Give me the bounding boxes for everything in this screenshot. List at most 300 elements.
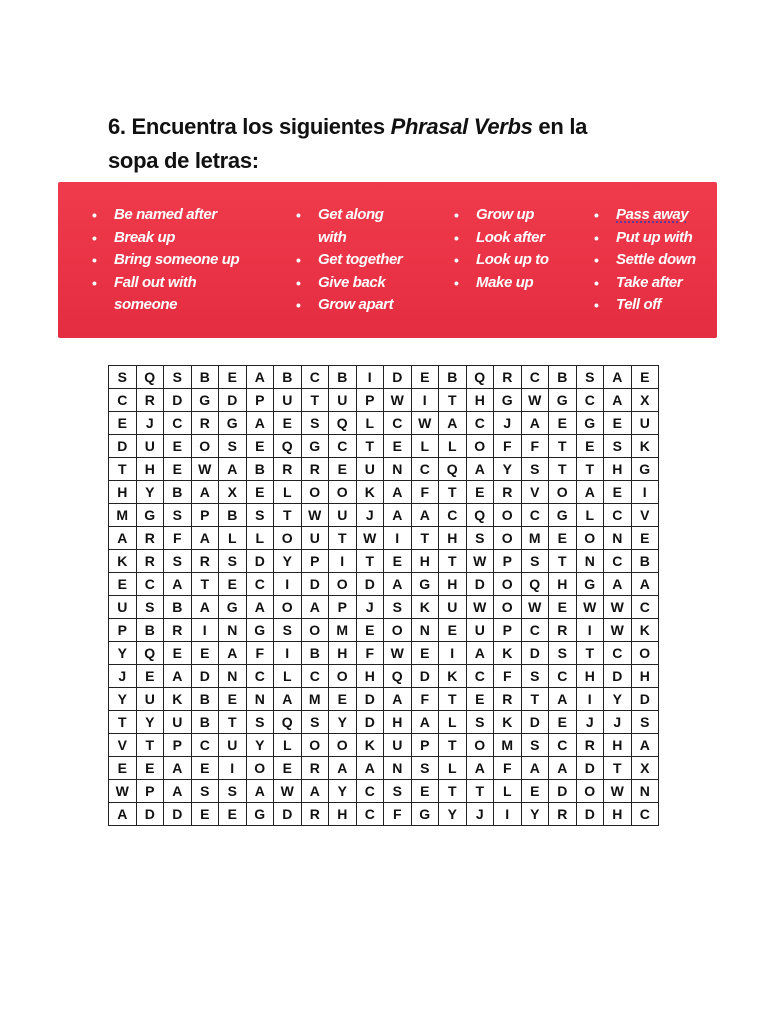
- grid-cell[interactable]: S: [411, 757, 439, 780]
- grid-cell[interactable]: A: [164, 665, 192, 688]
- grid-cell[interactable]: A: [549, 688, 577, 711]
- grid-cell[interactable]: L: [356, 412, 384, 435]
- grid-cell[interactable]: O: [329, 573, 357, 596]
- grid-cell[interactable]: S: [109, 366, 137, 389]
- grid-cell[interactable]: E: [329, 458, 357, 481]
- grid-cell[interactable]: E: [466, 688, 494, 711]
- grid-cell[interactable]: Y: [494, 458, 522, 481]
- grid-cell[interactable]: G: [631, 458, 659, 481]
- grid-cell[interactable]: E: [604, 412, 632, 435]
- grid-cell[interactable]: F: [411, 481, 439, 504]
- grid-cell[interactable]: A: [246, 596, 274, 619]
- grid-cell[interactable]: U: [356, 458, 384, 481]
- grid-cell[interactable]: L: [274, 734, 302, 757]
- grid-cell[interactable]: E: [191, 642, 219, 665]
- grid-cell[interactable]: A: [384, 504, 412, 527]
- grid-cell[interactable]: E: [109, 412, 137, 435]
- grid-cell[interactable]: I: [384, 527, 412, 550]
- grid-cell[interactable]: L: [439, 757, 467, 780]
- grid-cell[interactable]: D: [246, 550, 274, 573]
- grid-cell[interactable]: G: [549, 504, 577, 527]
- grid-cell[interactable]: D: [356, 711, 384, 734]
- grid-cell[interactable]: A: [219, 642, 247, 665]
- grid-cell[interactable]: I: [439, 642, 467, 665]
- grid-cell[interactable]: C: [109, 389, 137, 412]
- grid-cell[interactable]: D: [521, 711, 549, 734]
- grid-cell[interactable]: D: [576, 757, 604, 780]
- grid-cell[interactable]: D: [576, 803, 604, 826]
- grid-cell[interactable]: E: [219, 573, 247, 596]
- grid-cell[interactable]: Y: [109, 642, 137, 665]
- grid-cell[interactable]: Q: [274, 711, 302, 734]
- grid-cell[interactable]: Q: [384, 665, 412, 688]
- grid-cell[interactable]: E: [549, 711, 577, 734]
- grid-cell[interactable]: I: [494, 803, 522, 826]
- grid-cell[interactable]: E: [219, 366, 247, 389]
- grid-cell[interactable]: E: [191, 803, 219, 826]
- grid-cell[interactable]: Y: [604, 688, 632, 711]
- grid-cell[interactable]: E: [164, 435, 192, 458]
- grid-cell[interactable]: O: [549, 481, 577, 504]
- grid-cell[interactable]: S: [521, 550, 549, 573]
- grid-cell[interactable]: R: [301, 458, 329, 481]
- grid-cell[interactable]: R: [191, 412, 219, 435]
- grid-cell[interactable]: A: [466, 642, 494, 665]
- grid-cell[interactable]: G: [411, 803, 439, 826]
- grid-cell[interactable]: P: [246, 389, 274, 412]
- grid-cell[interactable]: C: [356, 803, 384, 826]
- grid-cell[interactable]: O: [494, 573, 522, 596]
- grid-cell[interactable]: O: [576, 780, 604, 803]
- grid-cell[interactable]: C: [604, 642, 632, 665]
- grid-cell[interactable]: R: [136, 527, 164, 550]
- grid-cell[interactable]: A: [191, 527, 219, 550]
- grid-cell[interactable]: K: [631, 619, 659, 642]
- grid-cell[interactable]: O: [494, 504, 522, 527]
- grid-cell[interactable]: D: [109, 435, 137, 458]
- grid-cell[interactable]: B: [329, 366, 357, 389]
- grid-cell[interactable]: A: [604, 389, 632, 412]
- grid-cell[interactable]: G: [246, 803, 274, 826]
- grid-cell[interactable]: K: [109, 550, 137, 573]
- grid-cell[interactable]: Y: [136, 711, 164, 734]
- grid-cell[interactable]: R: [136, 389, 164, 412]
- grid-cell[interactable]: Y: [246, 734, 274, 757]
- grid-cell[interactable]: A: [164, 573, 192, 596]
- grid-cell[interactable]: C: [301, 366, 329, 389]
- grid-cell[interactable]: I: [411, 389, 439, 412]
- grid-cell[interactable]: L: [439, 711, 467, 734]
- grid-cell[interactable]: Q: [466, 366, 494, 389]
- grid-cell[interactable]: A: [191, 596, 219, 619]
- grid-cell[interactable]: O: [329, 481, 357, 504]
- grid-cell[interactable]: T: [329, 527, 357, 550]
- grid-cell[interactable]: D: [219, 389, 247, 412]
- grid-cell[interactable]: F: [494, 757, 522, 780]
- grid-cell[interactable]: T: [274, 504, 302, 527]
- grid-cell[interactable]: W: [466, 596, 494, 619]
- grid-cell[interactable]: O: [274, 596, 302, 619]
- grid-cell[interactable]: A: [604, 573, 632, 596]
- grid-cell[interactable]: R: [136, 550, 164, 573]
- grid-cell[interactable]: F: [356, 642, 384, 665]
- grid-cell[interactable]: X: [631, 757, 659, 780]
- grid-cell[interactable]: I: [274, 642, 302, 665]
- grid-cell[interactable]: T: [604, 757, 632, 780]
- grid-cell[interactable]: S: [274, 619, 302, 642]
- grid-cell[interactable]: W: [604, 780, 632, 803]
- grid-cell[interactable]: A: [109, 527, 137, 550]
- grid-cell[interactable]: S: [164, 550, 192, 573]
- grid-cell[interactable]: G: [219, 596, 247, 619]
- grid-cell[interactable]: C: [521, 619, 549, 642]
- grid-cell[interactable]: O: [329, 734, 357, 757]
- grid-cell[interactable]: B: [246, 458, 274, 481]
- grid-cell[interactable]: O: [631, 642, 659, 665]
- grid-cell[interactable]: K: [411, 596, 439, 619]
- grid-cell[interactable]: B: [439, 366, 467, 389]
- grid-cell[interactable]: Y: [274, 550, 302, 573]
- grid-cell[interactable]: E: [136, 757, 164, 780]
- grid-cell[interactable]: G: [246, 619, 274, 642]
- grid-cell[interactable]: C: [329, 435, 357, 458]
- grid-cell[interactable]: C: [191, 734, 219, 757]
- grid-cell[interactable]: J: [576, 711, 604, 734]
- grid-cell[interactable]: A: [301, 780, 329, 803]
- grid-cell[interactable]: W: [604, 596, 632, 619]
- grid-cell[interactable]: B: [191, 366, 219, 389]
- grid-cell[interactable]: W: [576, 596, 604, 619]
- grid-cell[interactable]: S: [164, 366, 192, 389]
- grid-cell[interactable]: S: [384, 780, 412, 803]
- grid-cell[interactable]: O: [329, 665, 357, 688]
- grid-cell[interactable]: Q: [466, 504, 494, 527]
- grid-cell[interactable]: O: [191, 435, 219, 458]
- grid-cell[interactable]: C: [246, 665, 274, 688]
- grid-cell[interactable]: T: [356, 550, 384, 573]
- grid-cell[interactable]: O: [301, 619, 329, 642]
- grid-cell[interactable]: D: [604, 665, 632, 688]
- grid-cell[interactable]: F: [411, 688, 439, 711]
- grid-cell[interactable]: C: [631, 803, 659, 826]
- grid-cell[interactable]: D: [164, 803, 192, 826]
- grid-cell[interactable]: J: [494, 412, 522, 435]
- grid-cell[interactable]: R: [164, 619, 192, 642]
- grid-cell[interactable]: B: [191, 711, 219, 734]
- grid-cell[interactable]: C: [466, 665, 494, 688]
- grid-cell[interactable]: J: [109, 665, 137, 688]
- grid-cell[interactable]: S: [521, 665, 549, 688]
- grid-cell[interactable]: T: [549, 458, 577, 481]
- grid-cell[interactable]: T: [521, 688, 549, 711]
- grid-cell[interactable]: N: [219, 619, 247, 642]
- grid-cell[interactable]: P: [494, 619, 522, 642]
- grid-cell[interactable]: P: [136, 780, 164, 803]
- grid-cell[interactable]: H: [604, 734, 632, 757]
- grid-cell[interactable]: N: [631, 780, 659, 803]
- grid-cell[interactable]: I: [576, 619, 604, 642]
- grid-cell[interactable]: U: [329, 389, 357, 412]
- grid-cell[interactable]: K: [494, 642, 522, 665]
- grid-cell[interactable]: A: [384, 688, 412, 711]
- grid-cell[interactable]: A: [549, 757, 577, 780]
- grid-cell[interactable]: E: [356, 619, 384, 642]
- grid-cell[interactable]: T: [411, 527, 439, 550]
- grid-cell[interactable]: U: [164, 711, 192, 734]
- grid-cell[interactable]: W: [109, 780, 137, 803]
- grid-cell[interactable]: Y: [521, 803, 549, 826]
- grid-cell[interactable]: H: [631, 665, 659, 688]
- grid-cell[interactable]: P: [411, 734, 439, 757]
- grid-cell[interactable]: N: [604, 527, 632, 550]
- grid-cell[interactable]: A: [604, 366, 632, 389]
- grid-cell[interactable]: E: [164, 458, 192, 481]
- grid-cell[interactable]: A: [246, 366, 274, 389]
- grid-cell[interactable]: L: [411, 435, 439, 458]
- grid-cell[interactable]: B: [219, 504, 247, 527]
- grid-cell[interactable]: S: [136, 596, 164, 619]
- grid-cell[interactable]: C: [549, 734, 577, 757]
- grid-cell[interactable]: X: [219, 481, 247, 504]
- grid-cell[interactable]: S: [219, 550, 247, 573]
- grid-cell[interactable]: U: [136, 688, 164, 711]
- grid-cell[interactable]: T: [439, 734, 467, 757]
- grid-cell[interactable]: E: [136, 665, 164, 688]
- grid-cell[interactable]: A: [384, 481, 412, 504]
- grid-cell[interactable]: E: [219, 688, 247, 711]
- grid-cell[interactable]: G: [301, 435, 329, 458]
- grid-cell[interactable]: A: [109, 803, 137, 826]
- grid-cell[interactable]: W: [384, 389, 412, 412]
- grid-cell[interactable]: P: [494, 550, 522, 573]
- grid-cell[interactable]: C: [604, 550, 632, 573]
- grid-cell[interactable]: S: [301, 412, 329, 435]
- grid-cell[interactable]: E: [576, 435, 604, 458]
- grid-cell[interactable]: H: [411, 550, 439, 573]
- grid-cell[interactable]: O: [494, 596, 522, 619]
- grid-cell[interactable]: U: [301, 527, 329, 550]
- grid-cell[interactable]: R: [494, 366, 522, 389]
- grid-cell[interactable]: I: [191, 619, 219, 642]
- grid-cell[interactable]: M: [109, 504, 137, 527]
- grid-cell[interactable]: W: [466, 550, 494, 573]
- grid-cell[interactable]: U: [219, 734, 247, 757]
- grid-cell[interactable]: C: [521, 504, 549, 527]
- grid-cell[interactable]: R: [494, 688, 522, 711]
- grid-cell[interactable]: N: [411, 619, 439, 642]
- grid-cell[interactable]: C: [246, 573, 274, 596]
- grid-cell[interactable]: R: [301, 757, 329, 780]
- grid-cell[interactable]: A: [356, 757, 384, 780]
- grid-cell[interactable]: A: [164, 780, 192, 803]
- grid-cell[interactable]: H: [466, 389, 494, 412]
- grid-cell[interactable]: H: [439, 527, 467, 550]
- grid-cell[interactable]: O: [274, 527, 302, 550]
- grid-cell[interactable]: A: [191, 481, 219, 504]
- grid-cell[interactable]: E: [164, 642, 192, 665]
- grid-cell[interactable]: A: [521, 757, 549, 780]
- grid-cell[interactable]: C: [411, 458, 439, 481]
- grid-cell[interactable]: T: [439, 688, 467, 711]
- grid-cell[interactable]: M: [301, 688, 329, 711]
- grid-cell[interactable]: Q: [439, 458, 467, 481]
- grid-cell[interactable]: L: [274, 481, 302, 504]
- grid-cell[interactable]: C: [301, 665, 329, 688]
- grid-cell[interactable]: H: [329, 642, 357, 665]
- grid-cell[interactable]: S: [466, 527, 494, 550]
- grid-cell[interactable]: S: [521, 734, 549, 757]
- grid-cell[interactable]: R: [549, 803, 577, 826]
- grid-cell[interactable]: A: [274, 688, 302, 711]
- grid-cell[interactable]: G: [494, 389, 522, 412]
- grid-cell[interactable]: W: [604, 619, 632, 642]
- grid-cell[interactable]: G: [549, 389, 577, 412]
- grid-cell[interactable]: W: [191, 458, 219, 481]
- grid-cell[interactable]: W: [356, 527, 384, 550]
- grid-cell[interactable]: G: [411, 573, 439, 596]
- grid-cell[interactable]: T: [109, 458, 137, 481]
- grid-cell[interactable]: B: [136, 619, 164, 642]
- grid-cell[interactable]: N: [576, 550, 604, 573]
- grid-cell[interactable]: P: [356, 389, 384, 412]
- grid-cell[interactable]: A: [219, 458, 247, 481]
- grid-cell[interactable]: T: [136, 734, 164, 757]
- grid-cell[interactable]: N: [246, 688, 274, 711]
- grid-cell[interactable]: U: [384, 734, 412, 757]
- grid-cell[interactable]: I: [356, 366, 384, 389]
- grid-cell[interactable]: T: [549, 435, 577, 458]
- grid-cell[interactable]: E: [219, 803, 247, 826]
- grid-cell[interactable]: B: [164, 596, 192, 619]
- grid-cell[interactable]: A: [466, 458, 494, 481]
- grid-cell[interactable]: S: [301, 711, 329, 734]
- grid-cell[interactable]: E: [109, 757, 137, 780]
- grid-cell[interactable]: S: [631, 711, 659, 734]
- grid-cell[interactable]: L: [274, 665, 302, 688]
- grid-cell[interactable]: T: [191, 573, 219, 596]
- grid-cell[interactable]: L: [576, 504, 604, 527]
- grid-cell[interactable]: P: [109, 619, 137, 642]
- grid-cell[interactable]: J: [356, 504, 384, 527]
- grid-cell[interactable]: D: [466, 573, 494, 596]
- grid-cell[interactable]: U: [466, 619, 494, 642]
- grid-cell[interactable]: O: [301, 481, 329, 504]
- grid-cell[interactable]: E: [549, 527, 577, 550]
- grid-cell[interactable]: I: [219, 757, 247, 780]
- grid-cell[interactable]: G: [136, 504, 164, 527]
- grid-cell[interactable]: T: [439, 389, 467, 412]
- grid-cell[interactable]: U: [329, 504, 357, 527]
- grid-cell[interactable]: T: [109, 711, 137, 734]
- grid-cell[interactable]: B: [274, 366, 302, 389]
- grid-cell[interactable]: W: [521, 596, 549, 619]
- grid-cell[interactable]: E: [246, 481, 274, 504]
- grid-cell[interactable]: H: [356, 665, 384, 688]
- grid-cell[interactable]: E: [439, 619, 467, 642]
- grid-cell[interactable]: S: [219, 780, 247, 803]
- grid-cell[interactable]: A: [301, 596, 329, 619]
- grid-cell[interactable]: D: [411, 665, 439, 688]
- grid-cell[interactable]: O: [246, 757, 274, 780]
- grid-cell[interactable]: W: [411, 412, 439, 435]
- grid-cell[interactable]: E: [274, 757, 302, 780]
- grid-cell[interactable]: W: [301, 504, 329, 527]
- grid-cell[interactable]: L: [494, 780, 522, 803]
- grid-cell[interactable]: S: [164, 504, 192, 527]
- grid-cell[interactable]: C: [164, 412, 192, 435]
- grid-cell[interactable]: H: [439, 573, 467, 596]
- grid-cell[interactable]: L: [439, 435, 467, 458]
- grid-cell[interactable]: E: [631, 527, 659, 550]
- grid-cell[interactable]: D: [356, 573, 384, 596]
- grid-cell[interactable]: S: [246, 504, 274, 527]
- grid-cell[interactable]: A: [246, 780, 274, 803]
- grid-cell[interactable]: C: [576, 389, 604, 412]
- grid-cell[interactable]: X: [631, 389, 659, 412]
- grid-cell[interactable]: N: [384, 458, 412, 481]
- grid-cell[interactable]: S: [604, 435, 632, 458]
- grid-cell[interactable]: A: [439, 412, 467, 435]
- grid-cell[interactable]: V: [521, 481, 549, 504]
- grid-cell[interactable]: E: [384, 435, 412, 458]
- grid-cell[interactable]: V: [109, 734, 137, 757]
- grid-cell[interactable]: G: [219, 412, 247, 435]
- grid-cell[interactable]: A: [384, 573, 412, 596]
- grid-cell[interactable]: S: [466, 711, 494, 734]
- grid-cell[interactable]: U: [631, 412, 659, 435]
- grid-cell[interactable]: E: [549, 596, 577, 619]
- grid-cell[interactable]: I: [329, 550, 357, 573]
- grid-cell[interactable]: T: [356, 435, 384, 458]
- grid-cell[interactable]: O: [494, 527, 522, 550]
- grid-cell[interactable]: E: [631, 366, 659, 389]
- grid-cell[interactable]: E: [466, 481, 494, 504]
- grid-cell[interactable]: E: [274, 412, 302, 435]
- grid-cell[interactable]: U: [136, 435, 164, 458]
- grid-cell[interactable]: K: [494, 711, 522, 734]
- grid-cell[interactable]: H: [329, 803, 357, 826]
- grid-cell[interactable]: T: [549, 550, 577, 573]
- grid-cell[interactable]: W: [274, 780, 302, 803]
- grid-cell[interactable]: S: [384, 596, 412, 619]
- grid-cell[interactable]: E: [191, 757, 219, 780]
- grid-cell[interactable]: E: [549, 412, 577, 435]
- grid-cell[interactable]: C: [439, 504, 467, 527]
- grid-cell[interactable]: G: [576, 412, 604, 435]
- grid-cell[interactable]: T: [439, 481, 467, 504]
- grid-cell[interactable]: S: [576, 366, 604, 389]
- grid-cell[interactable]: A: [411, 504, 439, 527]
- grid-cell[interactable]: P: [301, 550, 329, 573]
- grid-cell[interactable]: O: [384, 619, 412, 642]
- grid-cell[interactable]: O: [301, 734, 329, 757]
- grid-cell[interactable]: N: [219, 665, 247, 688]
- grid-cell[interactable]: O: [466, 435, 494, 458]
- grid-cell[interactable]: Q: [274, 435, 302, 458]
- grid-cell[interactable]: T: [466, 780, 494, 803]
- grid-cell[interactable]: F: [494, 665, 522, 688]
- grid-cell[interactable]: H: [136, 458, 164, 481]
- grid-cell[interactable]: C: [356, 780, 384, 803]
- grid-cell[interactable]: K: [164, 688, 192, 711]
- grid-cell[interactable]: R: [494, 481, 522, 504]
- grid-cell[interactable]: S: [246, 711, 274, 734]
- grid-cell[interactable]: A: [631, 573, 659, 596]
- grid-cell[interactable]: T: [576, 458, 604, 481]
- grid-cell[interactable]: C: [604, 504, 632, 527]
- grid-cell[interactable]: A: [576, 481, 604, 504]
- grid-cell[interactable]: H: [109, 481, 137, 504]
